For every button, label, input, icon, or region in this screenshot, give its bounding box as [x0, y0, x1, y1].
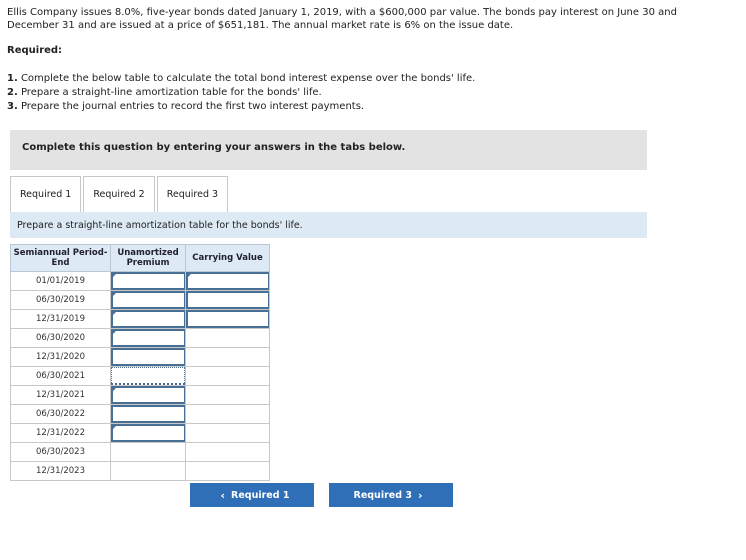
tab-bar	[10, 176, 230, 212]
period-cell: 12/31/2020	[11, 348, 111, 367]
unamortized-premium-cell[interactable]	[111, 405, 186, 424]
amortization-table	[10, 244, 270, 481]
table-row	[11, 462, 270, 481]
period-cell: 06/30/2022	[11, 405, 111, 424]
table-row	[11, 386, 270, 405]
unamortized-premium-input[interactable]	[111, 272, 185, 290]
required-heading: Required:	[7, 45, 63, 56]
table-row	[11, 367, 270, 386]
previous-button[interactable]	[190, 483, 314, 507]
requirement-text: Prepare the journal entries to record the first two interest payments.	[20, 101, 365, 112]
table-row	[11, 310, 270, 329]
carrying-value-cell[interactable]	[186, 405, 270, 424]
unamortized-premium-cell	[111, 443, 186, 462]
period-cell: 06/30/2019	[11, 291, 111, 310]
instruction-text: Complete this question by entering your answers in the tabs below.	[22, 142, 406, 153]
carrying-value-cell[interactable]	[186, 329, 270, 348]
table-row	[11, 291, 270, 310]
carrying-value-cell[interactable]	[186, 367, 270, 386]
period-cell: 12/31/2019	[11, 310, 111, 329]
problem-statement: Ellis Company issues 8.0%, five-year bonds dated January 1, 2019, with a $600,000 par value. The bonds pay interest on June 30 and December 31 and are issued at a price of $651,181. The annual market rate is 6% on the issue date.	[7, 7, 677, 31]
requirement-text: Prepare a straight-line amortization table for the bonds' life.	[20, 87, 322, 98]
carrying-value-input[interactable]	[186, 310, 269, 328]
unamortized-premium-cell[interactable]	[111, 272, 186, 291]
carrying-value-input[interactable]	[186, 272, 269, 290]
next-button[interactable]	[329, 483, 453, 507]
chevron-right-icon: ›	[417, 488, 423, 502]
unamortized-premium-input[interactable]	[111, 367, 185, 385]
requirement-text: Complete the below table to calculate the total bond interest expense over the bonds' life.	[20, 73, 476, 84]
carrying-value-cell[interactable]	[186, 348, 270, 367]
requirement-item	[7, 72, 475, 86]
period-cell: 06/30/2023	[11, 443, 111, 462]
unamortized-premium-cell	[111, 462, 186, 481]
tab-required-1[interactable]: Required 1	[10, 176, 81, 212]
period-cell: 12/31/2022	[11, 424, 111, 443]
header-carrying-value: Carrying Value	[186, 245, 270, 272]
requirement-number: 3.	[7, 101, 18, 112]
period-cell: 06/30/2020	[11, 329, 111, 348]
unamortized-premium-cell[interactable]	[111, 348, 186, 367]
table-row	[11, 348, 270, 367]
prompt-bar	[10, 212, 647, 238]
table-header-row	[11, 245, 270, 272]
prompt-text: Prepare a straight-line amortization table for the bonds' life.	[17, 220, 303, 231]
unamortized-premium-cell[interactable]	[111, 386, 186, 405]
previous-button-label: Required 1	[231, 489, 290, 501]
table-row	[11, 329, 270, 348]
unamortized-premium-input[interactable]	[111, 386, 185, 404]
carrying-value-cell	[186, 462, 270, 481]
unamortized-premium-cell[interactable]	[111, 291, 186, 310]
period-cell: 06/30/2021	[11, 367, 111, 386]
unamortized-premium-input[interactable]	[111, 424, 185, 442]
requirement-number: 2.	[7, 87, 18, 98]
header-period: Semiannual Period-End	[11, 245, 111, 272]
carrying-value-cell[interactable]	[186, 310, 270, 329]
table-row	[11, 443, 270, 462]
next-button-label: Required 3	[353, 489, 412, 501]
unamortized-premium-input[interactable]	[111, 310, 185, 328]
carrying-value-cell[interactable]	[186, 272, 270, 291]
carrying-value-input[interactable]	[186, 291, 269, 309]
carrying-value-cell[interactable]	[186, 291, 270, 310]
carrying-value-cell[interactable]	[186, 386, 270, 405]
requirement-item	[7, 86, 475, 100]
tab-required-2[interactable]: Required 2	[83, 176, 154, 212]
unamortized-premium-cell[interactable]	[111, 310, 186, 329]
table-row	[11, 424, 270, 443]
unamortized-premium-input[interactable]	[111, 329, 185, 347]
requirement-number: 1.	[7, 73, 18, 84]
carrying-value-cell	[186, 443, 270, 462]
unamortized-premium-input[interactable]	[111, 291, 185, 309]
requirements-list	[7, 72, 475, 114]
unamortized-premium-input[interactable]	[111, 405, 185, 423]
period-cell: 12/31/2023	[11, 462, 111, 481]
period-cell: 12/31/2021	[11, 386, 111, 405]
header-unamortized-premium: Unamortized Premium	[111, 245, 186, 272]
chevron-left-icon: ‹	[220, 488, 226, 502]
unamortized-premium-cell[interactable]	[111, 329, 186, 348]
requirement-item	[7, 100, 475, 114]
unamortized-premium-cell[interactable]	[111, 424, 186, 443]
table-row	[11, 405, 270, 424]
tab-required-3[interactable]: Required 3	[157, 176, 228, 212]
instruction-box	[10, 130, 647, 170]
carrying-value-cell[interactable]	[186, 424, 270, 443]
unamortized-premium-cell[interactable]	[111, 367, 186, 386]
period-cell: 01/01/2019	[11, 272, 111, 291]
unamortized-premium-input[interactable]	[111, 348, 185, 366]
table-row	[11, 272, 270, 291]
